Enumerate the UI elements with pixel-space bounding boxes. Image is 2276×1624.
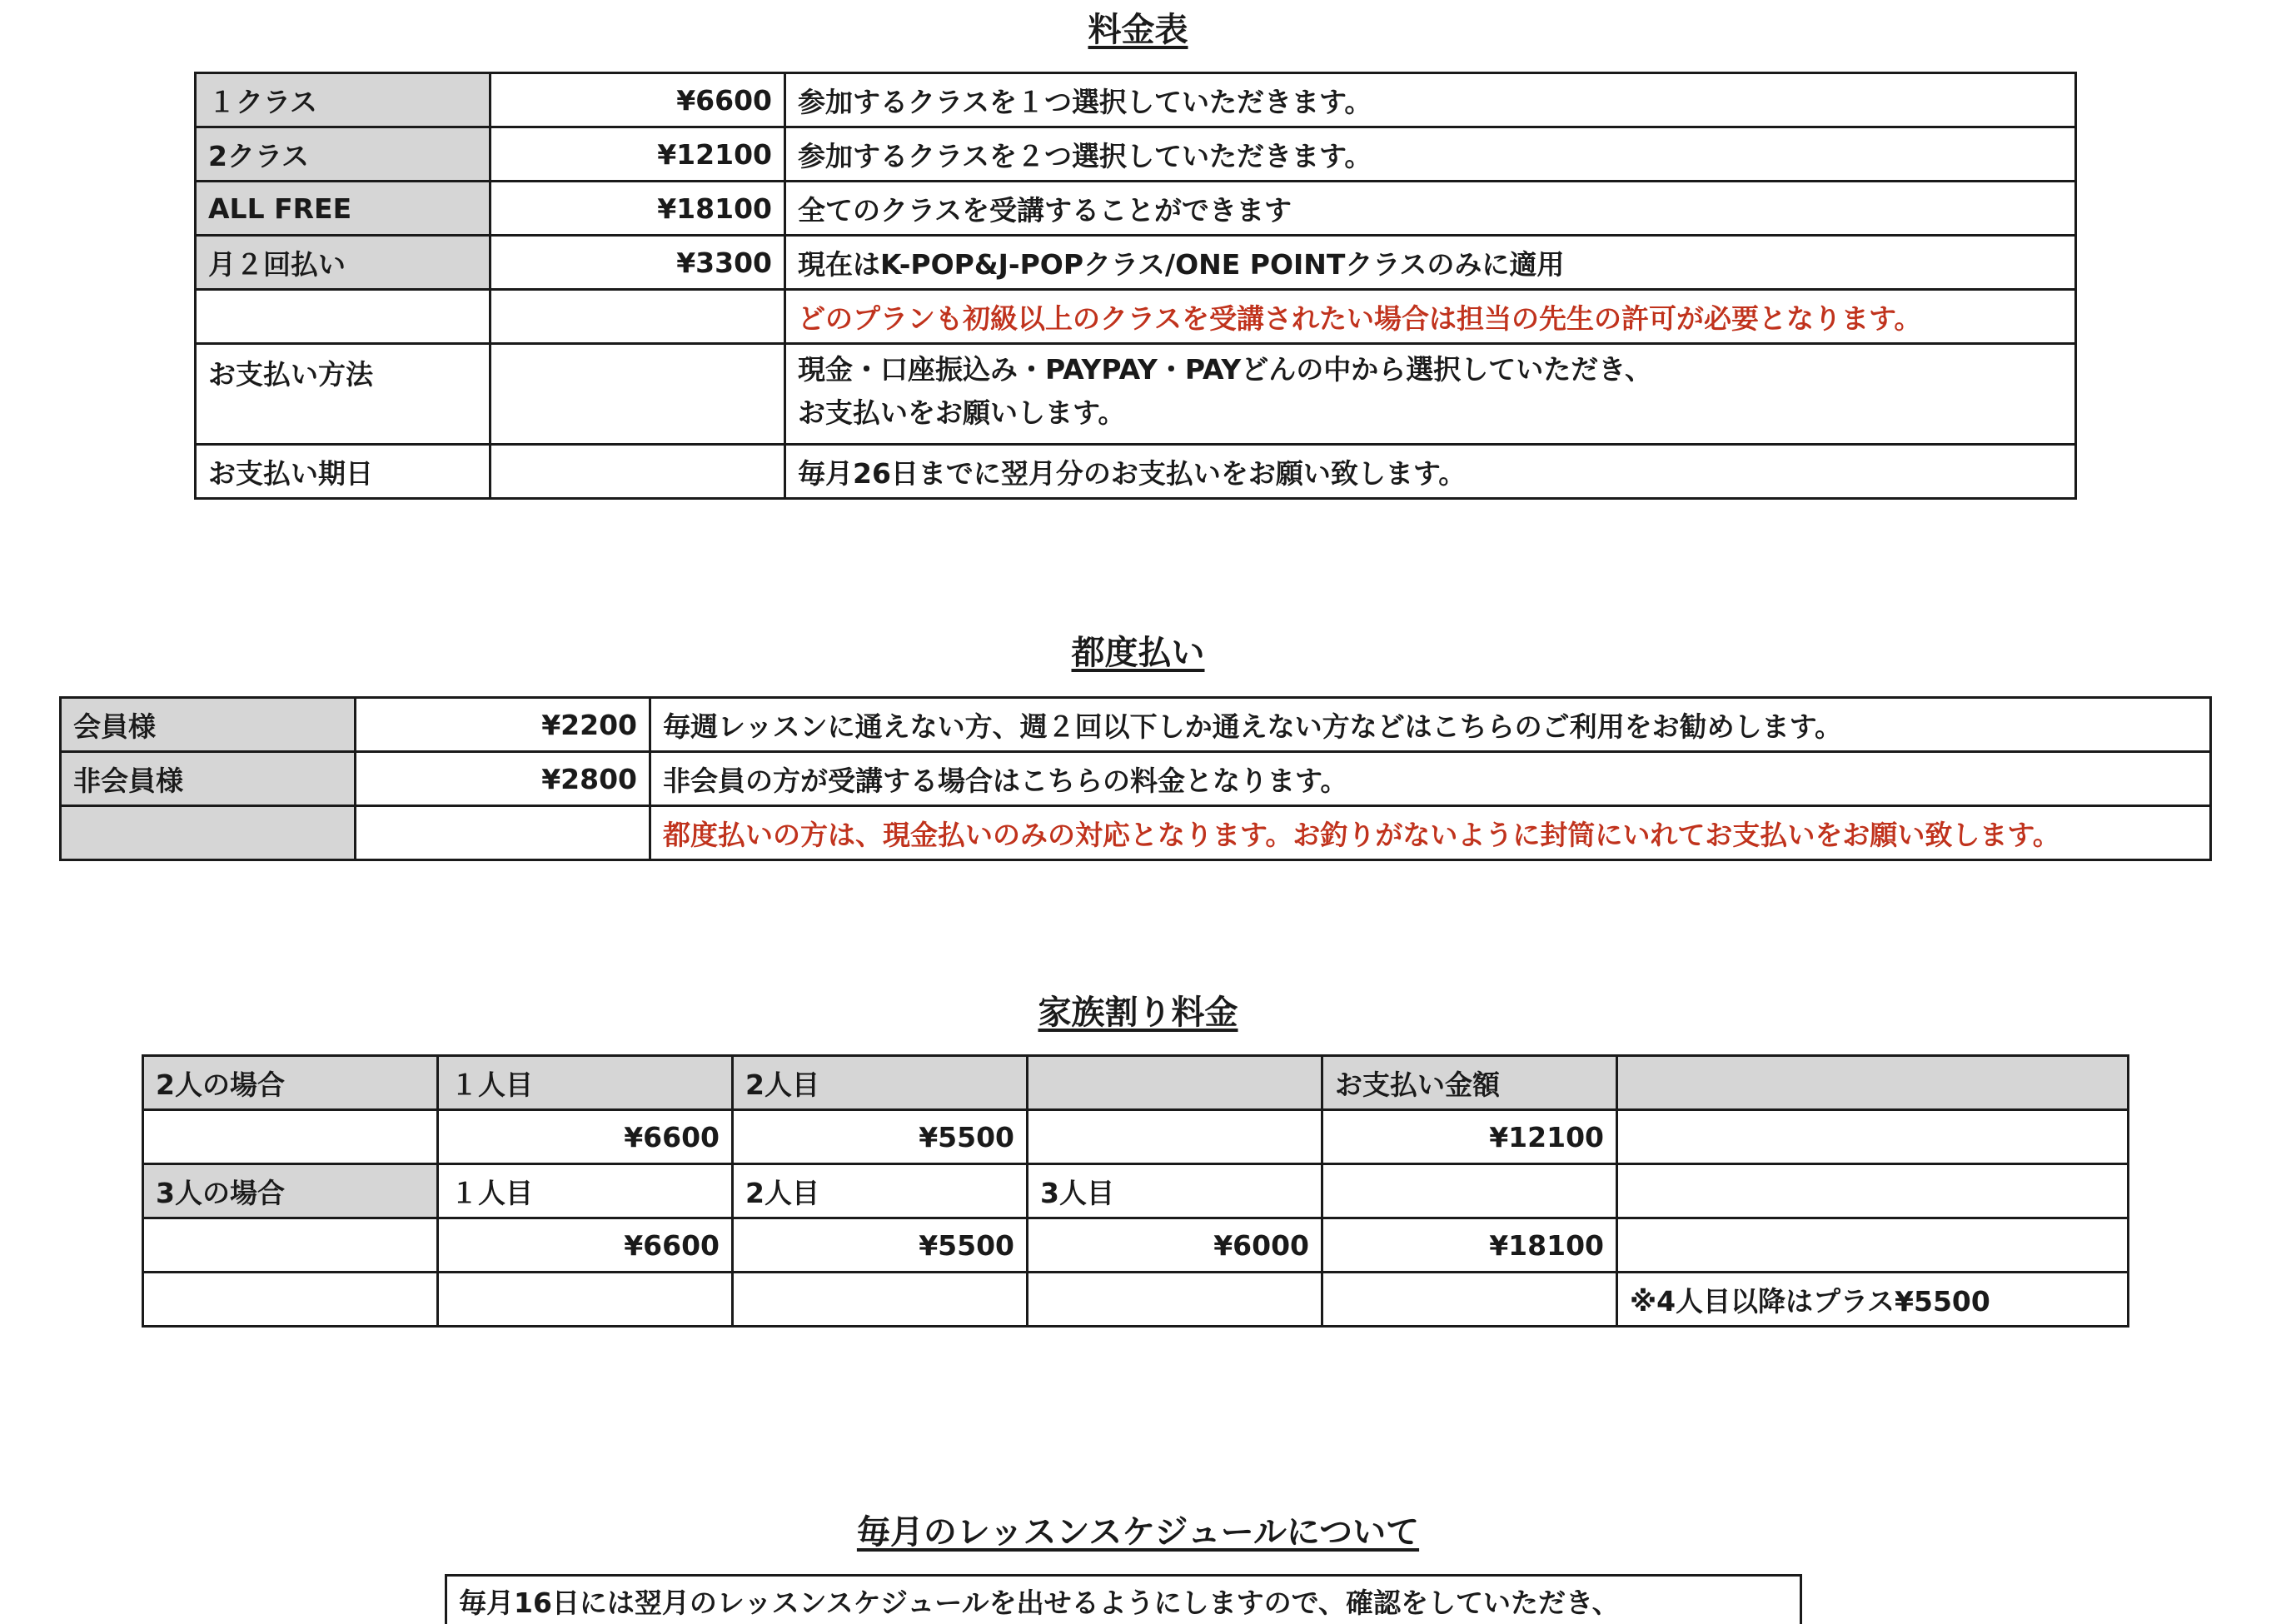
- table-row: [196, 236, 2076, 290]
- schedule-text: 毎月16日には翌月のレッスンスケジュールを出せるようにしますので、確認をしていただき、: [459, 1587, 1620, 1619]
- price-cell: ¥5500: [733, 1218, 1028, 1273]
- price-cell: ¥6000: [1028, 1218, 1322, 1273]
- table-cell: [143, 1218, 438, 1273]
- table-cell: [1617, 1110, 2129, 1164]
- table-cell: [143, 1273, 438, 1327]
- column-header: １人目: [438, 1164, 733, 1218]
- table-row: [143, 1056, 2129, 1110]
- table-cell: [143, 1110, 438, 1164]
- table-row: [196, 290, 2076, 344]
- row-desc: 毎週レッスンに通えない方、週２回以下しか通えない方などはこちらのご利用をお勧めします。: [650, 698, 2211, 752]
- family-discount-table: [142, 1054, 2129, 1328]
- row-label: 非会員様: [61, 752, 356, 806]
- row-price: [491, 445, 785, 499]
- table-row: [196, 182, 2076, 236]
- column-header: [1617, 1164, 2129, 1218]
- table-row: [61, 806, 2211, 860]
- row-price: ¥3300: [491, 236, 785, 290]
- column-header: 3人目: [1028, 1164, 1322, 1218]
- table-row: [196, 445, 2076, 499]
- table-row: [61, 752, 2211, 806]
- group-label: 2人の場合: [143, 1056, 438, 1110]
- row-desc: 参加するクラスを１つ選択していただきます。: [785, 73, 2076, 127]
- group-label: 3人の場合: [143, 1164, 438, 1218]
- column-header: [1617, 1056, 2129, 1110]
- row-price: ¥12100: [491, 127, 785, 182]
- row-notice: どのプランも初級以上のクラスを受講されたい場合は担当の先生の許可が必要となります。: [785, 290, 2076, 344]
- table-cell: [1617, 1218, 2129, 1273]
- row-label: 2クラス: [196, 127, 491, 182]
- row-label: 月２回払い: [196, 236, 491, 290]
- row-price: [491, 290, 785, 344]
- pay-per-visit-table: [59, 696, 2212, 861]
- column-header: お支払い金額: [1322, 1056, 1617, 1110]
- row-label: お支払い期日: [196, 445, 491, 499]
- fee-table-title: 料金表: [1088, 11, 1188, 49]
- table-row: [196, 344, 2076, 445]
- table-cell: [438, 1273, 733, 1327]
- row-label: 会員様: [61, 698, 356, 752]
- table-row: [61, 698, 2211, 752]
- table-row: [143, 1110, 2129, 1164]
- row-label: １クラス: [196, 73, 491, 127]
- row-label: [196, 290, 491, 344]
- table-cell: [733, 1273, 1028, 1327]
- row-desc: 全てのクラスを受講することができます: [785, 182, 2076, 236]
- price-cell: ¥6600: [438, 1218, 733, 1273]
- row-price: [491, 344, 785, 445]
- row-label: ALL FREE: [196, 182, 491, 236]
- price-cell: [1028, 1110, 1322, 1164]
- desc-line: 現金・口座振込み・PAYPAY・PAYどんの中から選択していただき、: [798, 353, 1652, 386]
- column-header: 2人目: [733, 1056, 1028, 1110]
- row-price: [356, 806, 650, 860]
- column-header: [1322, 1164, 1617, 1218]
- row-desc: 現在はK-POP&J-POPクラス/ONE POINTクラスのみに適用: [785, 236, 2076, 290]
- fee-table: [194, 72, 2077, 500]
- row-price: ¥18100: [491, 182, 785, 236]
- row-desc: [785, 344, 2076, 445]
- row-desc: 非会員の方が受講する場合はこちらの料金となります。: [650, 752, 2211, 806]
- schedule-box: [445, 1574, 1802, 1624]
- column-header: 2人目: [733, 1164, 1028, 1218]
- schedule-title: 毎月のレッスンスケジュールについて: [856, 1513, 1420, 1552]
- total-cell: ¥12100: [1322, 1110, 1617, 1164]
- row-label: [61, 806, 356, 860]
- row-price: ¥6600: [491, 73, 785, 127]
- desc-line: お支払いをお願いします。: [798, 396, 1126, 429]
- additional-person-note: ※4人目以降はプラス¥5500: [1617, 1273, 2129, 1327]
- row-price: ¥2200: [356, 698, 650, 752]
- row-price: ¥2800: [356, 752, 650, 806]
- table-row: [143, 1164, 2129, 1218]
- table-row: [196, 127, 2076, 182]
- table-row: [196, 73, 2076, 127]
- table-row: [143, 1218, 2129, 1273]
- price-cell: ¥6600: [438, 1110, 733, 1164]
- row-desc: 毎月26日までに翌月分のお支払いをお願い致します。: [785, 445, 2076, 499]
- column-header: １人目: [438, 1056, 733, 1110]
- table-row: [143, 1273, 2129, 1327]
- row-label: お支払い方法: [196, 344, 491, 445]
- row-desc: 参加するクラスを２つ選択していただきます。: [785, 127, 2076, 182]
- column-header: [1028, 1056, 1322, 1110]
- family-discount-title: 家族割り料金: [1038, 994, 1238, 1032]
- price-cell: ¥5500: [733, 1110, 1028, 1164]
- pay-per-visit-title: 都度払い: [1071, 634, 1205, 672]
- total-cell: ¥18100: [1322, 1218, 1617, 1273]
- row-notice: 都度払いの方は、現金払いのみの対応となります。お釣りがないように封筒にいれてお支払いをお願い致します。: [650, 806, 2211, 860]
- table-cell: [1028, 1273, 1322, 1327]
- table-cell: [1322, 1273, 1617, 1327]
